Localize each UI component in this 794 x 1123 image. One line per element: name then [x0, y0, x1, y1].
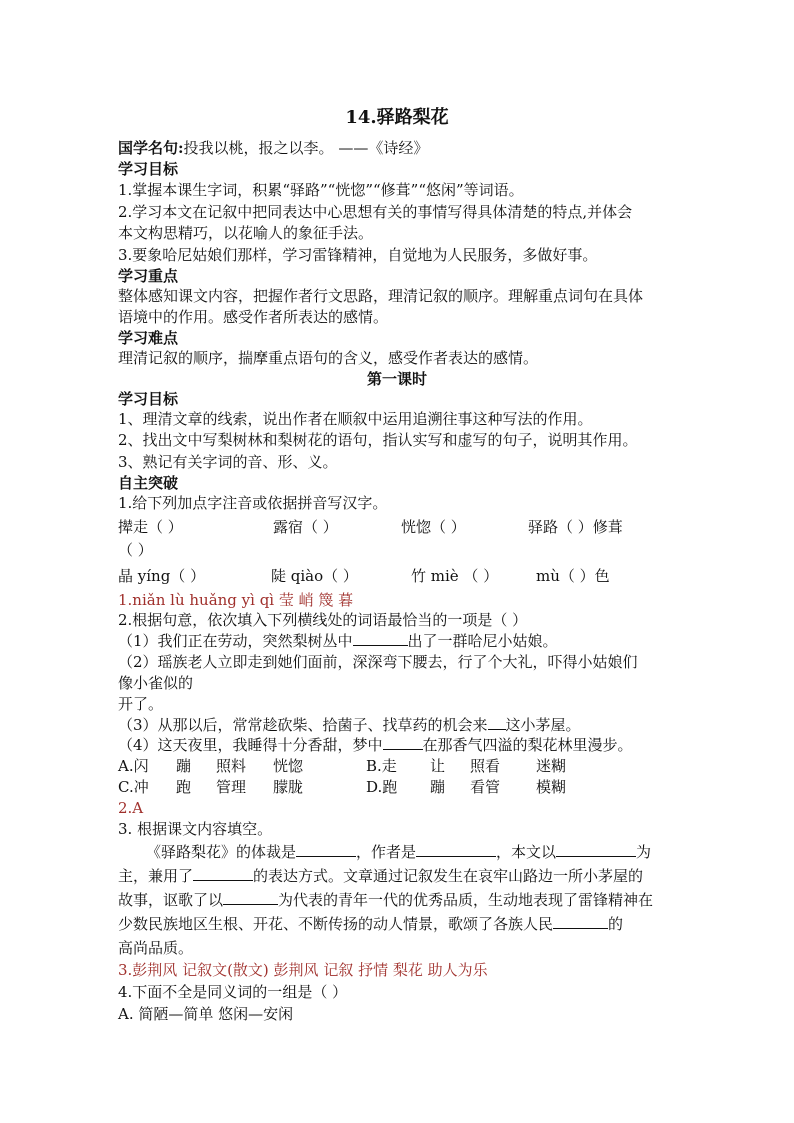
q1-item: mù（ ）色 [536, 567, 610, 585]
blank [556, 842, 636, 857]
option-c-2: 跑 [176, 778, 192, 796]
option-d-1: D.跑 [366, 778, 398, 796]
option-d-3: 看管 [470, 778, 501, 796]
q1-item: 露宿（ ） [273, 518, 338, 536]
q2-sentence-4: （4）这天夜里，我睡得十分香甜，梦中 在那香气四溢的梨花林里漫步。 [118, 736, 633, 754]
option-b-3: 照看 [470, 757, 501, 775]
question-2: 2.根据句意，依次填入下列横线处的词语最恰当的一项是（ ） [118, 611, 528, 629]
heading-goals: 学习目标 [118, 160, 179, 178]
heading-key: 学习重点 [118, 267, 179, 285]
q1-item: 驿路（ ）修葺 [528, 518, 623, 536]
option-d-4: 模糊 [536, 778, 567, 796]
q2-sentence-2a: （2）瑶族老人立即走到她们面前，深深弯下腰去，行了个大礼，吓得小姑娘们 [118, 653, 638, 671]
heading-self: 自主突破 [118, 474, 179, 492]
blank [296, 842, 356, 857]
question-1: 1.给下列加点字注音或依据拼音写汉字。 [118, 494, 388, 512]
option-a-1: A.闪 [118, 757, 149, 775]
option-a-2: 蹦 [176, 757, 192, 775]
lesson-goal-3: 3、熟记有关字词的音、形、义。 [118, 453, 338, 471]
q1-item: 晶 yíng（ ） [118, 567, 206, 585]
q3-line-5: 高尚品质。 [118, 939, 194, 957]
q3-line-2: 主，兼用了 的表达方式。文章通过记叙发生在哀牢山路边一所小茅屋的 [118, 867, 644, 885]
question-3: 3. 根据课文内容填空。 [118, 820, 273, 838]
option-b-2: 让 [430, 757, 446, 775]
option-c-1: C.冲 [118, 778, 149, 796]
goal-1: 1.掌握本课生字词，积累“驿路”“恍惚”“修葺”“悠闲”等词语。 [118, 181, 524, 199]
question-4: 4.下面不全是同义词的一组是（ ） [118, 983, 348, 1001]
q1-row-1-wrap: （ ） [118, 541, 153, 559]
q3-line-1: 《驿路梨花》的体裁是 ，作者是 ，本文以 为 [146, 843, 652, 861]
goal-2a: 2.学习本文在记叙中把同表达中心思想有关的事情写得具体清楚的特点,并体会 [118, 203, 633, 221]
q1-row-2 [118, 566, 678, 586]
q2-sentence-1: （1）我们正在劳动，突然梨树丛中 出了一群哈尼小姑娘。 [118, 632, 558, 650]
option-a-3: 照料 [216, 757, 247, 775]
heading-goals-2: 学习目标 [118, 390, 179, 408]
heading-difficulty: 学习难点 [118, 329, 179, 347]
q1-item: 恍惚（ ） [401, 518, 466, 536]
blank [193, 866, 253, 881]
blank [223, 890, 278, 905]
quote-line [118, 138, 428, 158]
option-b-4: 迷糊 [536, 757, 567, 775]
lesson-goal-2: 2、找出文中写梨树林和梨树花的语句，指认实写和虚写的句子，说明其作用。 [118, 431, 638, 449]
blank [553, 914, 608, 929]
q3-line-3: 故事，讴歌了以 为代表的青年一代的优秀品质，生动地表现了雷锋精神在 [118, 891, 654, 909]
q2-options-ab [118, 756, 638, 776]
q3-line-4: 少数民族地区生根、开花、不断传扬的动人情景，歌颂了各族人民 的 [118, 915, 624, 933]
option-b-1: B.走 [366, 757, 397, 775]
key-1: 整体感知课文内容，把握作者行文思路，理清记叙的顺序。理解重点词句在具体 [118, 287, 644, 305]
blank [416, 842, 496, 857]
answer-2: 2.A [118, 799, 144, 817]
q1-row-1 [118, 517, 678, 537]
blank [488, 715, 506, 730]
q2-sentence-2c: 开了。 [118, 695, 164, 713]
quote-label: 国学名句: [118, 139, 184, 157]
goal-3: 3.要象哈尼姑娘们那样，学习雷锋精神，自觉地为人民服务，多做好事。 [118, 246, 598, 264]
page-title: 14.驿路梨花 [345, 107, 449, 128]
q2-sentence-2b: 像小雀似的 [118, 674, 194, 692]
q1-item: 撵走（ ） [118, 518, 183, 536]
q2-sentence-3: （3）从那以后，常常趁砍柴、拾菌子、找草药的机会来 这小茅屋。 [118, 716, 581, 734]
goal-2b: 本文构思精巧，以花喻人的象征手法。 [118, 224, 374, 242]
q1-item: 竹 miè （ ） [411, 567, 499, 585]
lesson-goal-1: 1、理清文章的线索，说出作者在顺叙中运用追溯往事这种写法的作用。 [118, 410, 593, 428]
blank [353, 631, 408, 646]
q2-options-cd [118, 777, 638, 797]
option-a-4: 恍惚 [273, 757, 304, 775]
blank [383, 735, 423, 750]
difficulty-1: 理清记叙的顺序，揣摩重点语句的含义，感受作者表达的感情。 [118, 349, 539, 367]
quote-text: 投我以桃，报之以李。 ——《诗经》 [183, 139, 429, 157]
lesson-title: 第一课时 [366, 370, 427, 388]
answer-1: 1.niǎn lù huǎng yì qì 莹 峭 篾 暮 [118, 591, 354, 609]
answer-3: 3.彭荆风 记叙文(散文) 彭荆风 记叙 抒情 梨花 助人为乐 [118, 961, 488, 979]
q1-item: 陡 qiào（ ） [271, 567, 358, 585]
q4-option-a: A. 简陋—简单 悠闲—安闲 [118, 1005, 294, 1023]
key-2: 语境中的作用。感受作者所表达的感情。 [118, 308, 389, 326]
option-c-4: 朦胧 [273, 778, 304, 796]
option-c-3: 管理 [216, 778, 247, 796]
option-d-2: 蹦 [430, 778, 446, 796]
